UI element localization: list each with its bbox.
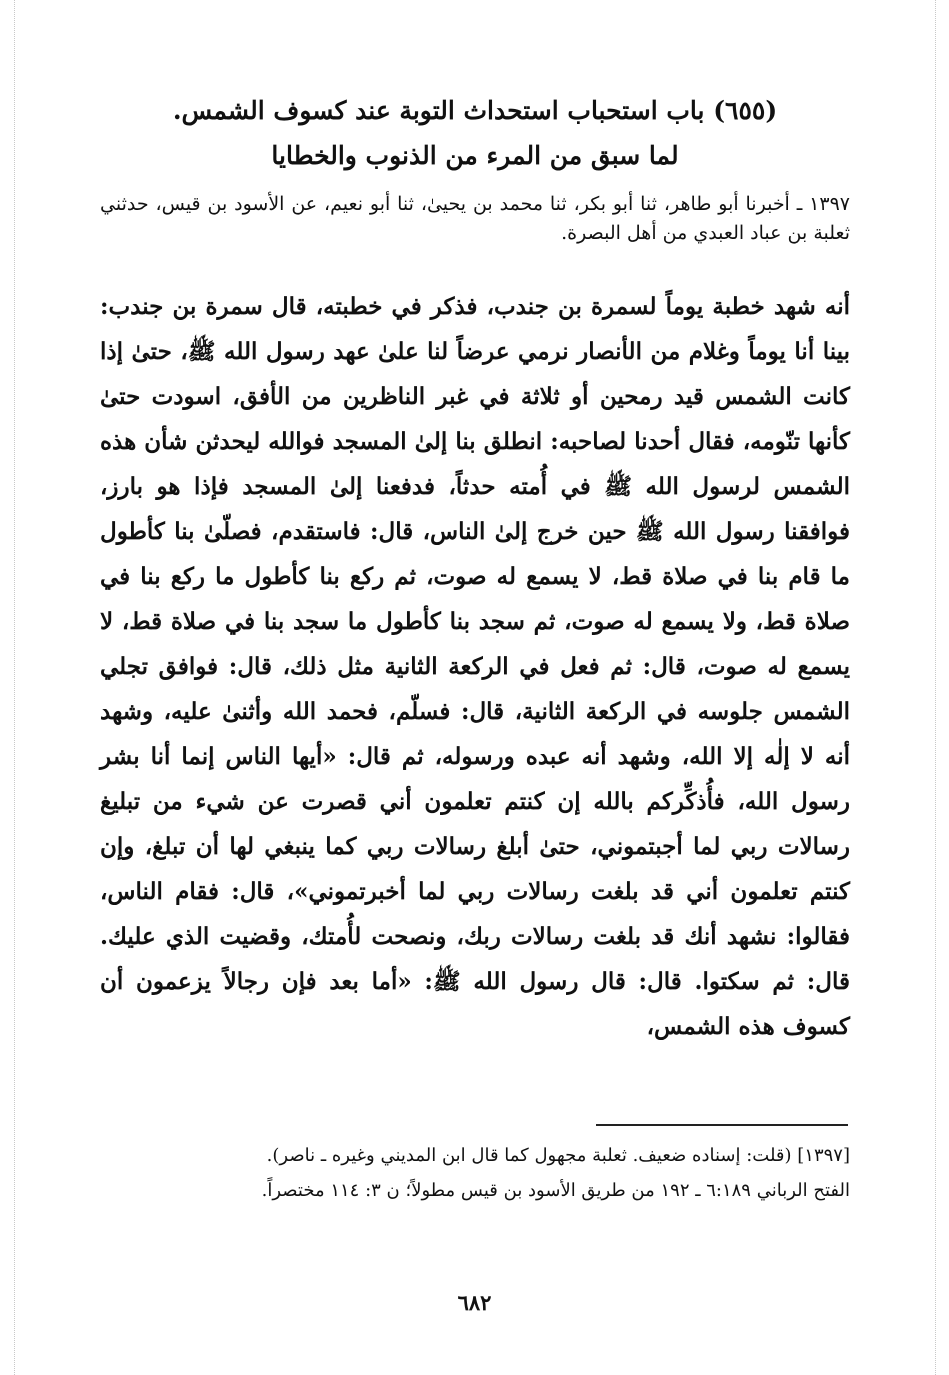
footnotes: [100, 1138, 850, 1208]
footnote-line-1: [١٣٩٧] (قلت: إسناده ضعيف. ثعلبة مجهول كما قال ابن المديني وغيره ـ ناصر).: [266, 1145, 850, 1166]
hadith-isnad: [100, 190, 850, 248]
chapter-title-line-2: لما سبق من المرء من الذنوب والخطايا: [271, 141, 679, 170]
matn-text: أنه شهد خطبة يوماً لسمرة بن جندب، فذكر في خطبته، قال سمرة بن جندب: بينا أنا يوماً وغلام من الأنصار نرمي عرضاً لنا علىٰ عهد رسول الله ﷺ، حتىٰ إذا كانت الشمس قيد رمحين أو ثلاثة في غبر الناظرين من الأفق، اسودت حتىٰ كأنها تنّومه، فقال أحدنا لصاحبه: انطلق بنا إلىٰ المسجد فوالله ليحدثن شأن هذه الشمس لرسول الله ﷺ في أُمته حدثاً، فدفعنا إلىٰ المسجد فإذا هو بارز، فوافقنا رسول الله ﷺ حين خرج إلىٰ الناس، قال: فاستقدم، فصلّىٰ بنا كأطول ما قام بنا في صلاة قط، لا يسمع له صوت، ثم ركع بنا كأطول ما ركع بنا في صلاة قط، ولا يسمع له صوت، ثم سجد بنا كأطول ما سجد بنا في صلاة قط، لا يسمع له صوت، قال: ثم فعل في الركعة الثانية مثل ذلك، قال: فوافق تجلي الشمس جلوسه في الركعة الثانية، قال: فسلّم، فحمد الله وأثنىٰ عليه، وشهد أنه لا إلٰه إلا الله، وشهد أنه عبده ورسوله، ثم قال: «أيها الناس إنما أنا بشر رسول الله، فأُذكِّركم بالله إن كنتم تعلمون أني قصرت عن شيء من تبليغ رسالات ربي لما أجبتموني، حتىٰ أبلغ رسالات ربي كما ينبغي لها أن تبلغ، وإن كنتم تعلمون أني قد بلغت رسالات ربي لما أخبرتموني»، قال: فقام الناس، فقالوا: نشهد أنك قد بلغت رسالات ربك، ونصحت لأُمتك، وقضيت الذي عليك. قال: ثم سكتوا. قال: قال رسول الله ﷺ: «أما بعد فإن رجالاً يزعمون أن كسوف هذه الشمس،: [100, 293, 850, 1040]
chapter-heading: [100, 88, 850, 178]
isnad-text: ١٣٩٧ ـ أخبرنا أبو طاهر، ثنا أبو بكر، ثنا محمد بن يحيىٰ، ثنا أبو نعيم، عن الأسود بن قيس، حدثني ثعلبة بن عباد العبدي من أهل البصرة.: [100, 193, 850, 244]
scan-margin-left: [14, 0, 15, 1375]
footnote-separator: [596, 1124, 848, 1126]
chapter-title-line-1: (٦٥٥) باب استحباب استحداث التوبة عند كسوف الشمس.: [172, 96, 778, 125]
footnote-line-2: الفتح الرباني ٦:١٨٩ ـ ١٩٢ من طريق الأسود بن قيس مطولاً؛ ن ٣: ١١٤ مختصراً.: [261, 1180, 850, 1201]
scan-margin-right: [935, 0, 936, 1375]
hadith-matn: [100, 284, 850, 1049]
page-number: ٦٨٢: [457, 1290, 492, 1315]
